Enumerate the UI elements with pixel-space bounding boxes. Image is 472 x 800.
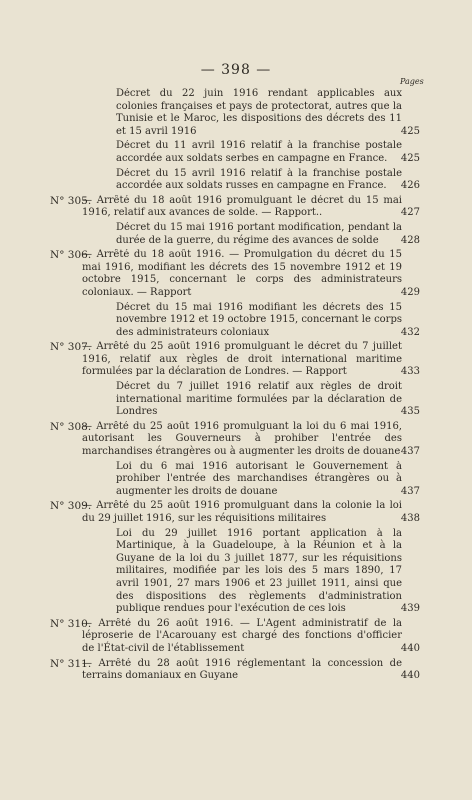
entry-text: Décret du 15 mai 1916 modifiant les décrets des 15 novembre 1912 et 19 octobre 1915, concernant le corps des administrateurs coloniaux [116,301,402,338]
entry-page: 440 [400,670,420,682]
toc-entry [0,140,472,165]
table-of-contents [0,88,472,685]
entry-text: — Arrêté du 18 août 1916. — Promulgation du décret du 15 mai 1916, modifiant les décrets des 15 novembre 1912 et 19 octobre 1915, concernant le corps des administrateurs coloniaux. — Rapport [82,249,402,298]
toc-entry [0,500,472,525]
entry-number: N° 307. [50,341,92,354]
entry-number: N° 311. [50,657,92,670]
entry-text: Décret du 15 mai 1916 portant modification, pendant la durée de la guerre, du régime des avances de solde [116,221,402,246]
entry-page: 428 [400,234,420,246]
entry-text: Loi du 6 mai 1916 autorisant le Gouvernement à prohiber l'entrée des marchandises étrangères ou à augmenter les droits de douane [116,460,402,497]
entry-page: 437 [400,446,420,458]
entry-number: N° 306. [50,249,92,262]
toc-entry [0,618,472,656]
entry-number: N° 310. [50,617,92,630]
entry-page: 440 [400,642,420,654]
toc-entry [0,658,472,683]
toc-entry [0,381,472,419]
toc-entry [0,249,472,299]
pages-column-label: Pages [400,77,424,86]
entry-number: N° 305. [50,194,92,207]
entry-text: — Arrêté du 25 août 1916 promulguant le décret du 7 juillet 1916, relatif aux règles de droit international maritime formulées par la déclaration de Londres. — Rapport [82,341,402,378]
toc-entry [0,195,472,220]
entry-text: — Arrêté du 26 août 1916. — L'Agent administratif de la léproserie de l'Acarouany est chargé des fonctions d'officier de l'État-civil de l'établissement [82,617,402,654]
entry-page: 426 [400,180,420,192]
entry-page: 425 [400,125,420,137]
toc-entry [0,168,472,193]
entry-text: Décret du 15 avril 1916 relatif à la franchise postale accordée aux soldats russes en campagne en France. [116,167,402,192]
entry-page: 433 [400,366,420,378]
entry-page: 432 [400,326,420,338]
toc-entry [0,88,472,138]
entry-page: 425 [400,152,420,164]
toc-entry [0,528,472,616]
entry-text: — Arrêté du 25 août 1916 promulguant dans la colonie la loi du 29 juillet 1916, sur les réquisitions militaires [82,500,402,524]
toc-entry [0,302,472,340]
entry-text: Loi du 29 juillet 1916 portant application à la Martinique, à la Guadeloupe, à la Réunion et à la Guyane de la loi du 3 juillet 1877, sur les réquisitions militaires, modifiée par les lois des 5 mars 1890, 17 avril 1901, 27 mars 1906 et 23 juillet 1911, ainsi que des dispositions des règlements d'administration publique rendues pour l'exécution de ces lois [116,527,402,615]
toc-entry [0,222,472,247]
entry-text: Décret du 22 juin 1916 rendant applicables aux colonies françaises et pays de protectorat, autres que la Tunisie et le Maroc, les dispositions des décrets des 11 et 15 avril 1916 [116,88,402,137]
entry-page: 438 [400,513,420,524]
entry-number: N° 309. [50,500,92,513]
entry-text: — Arrêté du 25 août 1916 promulguant la loi du 6 mai 1916, autorisant les Gouverneurs à prohiber l'entrée des marchandises étrangères ou à augmenter les droits de douane [82,420,402,458]
toc-entry [0,461,472,499]
entry-text: Décret du 11 avril 1916 relatif à la franchise postale accordée aux soldats serbes en campagne en France. [116,140,402,164]
entry-page: 439 [400,603,420,615]
entry-page: 435 [400,406,420,418]
page-number: — 398 — [200,62,272,78]
entry-page: 427 [400,207,420,219]
entry-text: — Arrêté du 18 août 1916 promulguant le décret du 15 mai 1916, relatif aux avances de solde. — Rapport.. [82,194,402,219]
entry-text: — Arrêté du 28 août 1916 réglementant la concession de terrains domaniaux en Guyane [82,657,402,682]
entry-page: 429 [400,286,420,298]
entry-text: Décret du 7 juillet 1916 relatif aux règles de droit international maritime formulées par la déclaration de Londres [116,381,402,418]
toc-entry [0,341,472,379]
toc-entry [0,421,472,459]
entry-page: 437 [400,485,420,497]
entry-number: N° 308. [50,420,92,433]
